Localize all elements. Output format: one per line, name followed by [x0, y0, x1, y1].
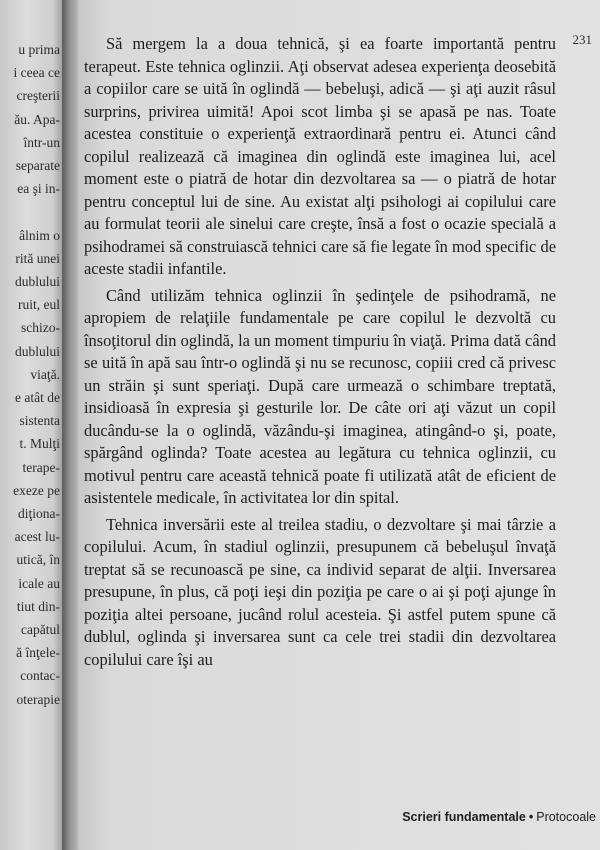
left-page-text: [0, 38, 66, 711]
left-page-line: sistenta: [19, 413, 60, 429]
left-page: [0, 0, 66, 850]
left-page-line: âlnim o: [19, 227, 60, 243]
paragraph-3: Tehnica inversării este al treilea stadiu, o dezvoltare şi mai târzie a copilului. Acum, în stadiul oglinzii, presupunem că bebeluşul învaţă treptat să se recunoască pe sine, ca individ separat de alţii. Inversarea presupune, în plus, că poţi ieşi din poziţia pe care o ai şi poţi ajunge în poziţia altei persoane, jucând rolul acesteia. Şi astfel putem spune că dublul, oglinda şi inversarea sunt ca cele trei stadii din dezvoltarea copilului care îşi au: [84, 514, 556, 669]
left-page-line: e atât de: [15, 390, 60, 406]
footer-separator: •: [528, 810, 534, 824]
left-page-line: ău. Apa-: [14, 111, 60, 127]
page-number: 231: [572, 32, 592, 47]
left-page-line: u prima: [18, 42, 60, 57]
left-page-line: rită unei: [15, 250, 60, 266]
left-page-line: t. Mulţi: [19, 436, 60, 452]
footer-book-title: Scrieri fundamentale: [402, 810, 526, 824]
body-text: [84, 33, 556, 675]
left-page-line: i ceea ce: [13, 65, 60, 81]
left-page-line: într-un: [23, 134, 60, 150]
left-page-line: dublului: [14, 343, 60, 359]
left-page-line: oterapie: [16, 691, 60, 707]
paragraph-1: Să mergem la a doua tehnică, şi ea foarte importantă pentru terapeut. Este tehnica oglinzii. Aţi observat adesea experienţa deosebită a copiilor care se uită în oglindă — bebeluşi, adică — şi aţi auzit râsul surprins, privirea uimită! Apoi scot limba şi se apasă pe nas. Toate acestea constituie o experienţă extraordinară pentru ei. Atunci când copilul realizează că imaginea din oglindă este imaginea lui, acel moment este o piatră de hotar din dezvoltarea sa — o piatră de hotar pentru conceptul lui de sine. Au existat alţi psihologi ai copilului care au formulat teorii ale sinelui care creşte, însă a fost o ocazie specială a psihodramei să construiască tehnici care să fie legate în mod specific de aceste stadii infantile.: [84, 34, 556, 278]
right-page: [78, 0, 600, 850]
left-page-line: tiut din-: [16, 598, 60, 614]
left-page-line: dublului: [14, 274, 60, 290]
left-page-line: viaţă.: [30, 366, 60, 382]
left-page-line: icale au: [18, 575, 60, 591]
running-footer: [402, 810, 596, 824]
left-page-line: separate: [15, 158, 60, 174]
left-page-line: [0, 200, 60, 223]
left-page-line: diţiona-: [18, 506, 60, 522]
left-page-line: acest lu-: [14, 529, 60, 545]
left-page-line: ea şi in-: [17, 181, 60, 197]
left-page-line: schizo-: [21, 320, 60, 336]
left-page-line: terape-: [22, 459, 60, 475]
footer-section: Protocoale: [536, 810, 596, 824]
left-page-line: ruit, eul: [18, 297, 60, 313]
left-page-line: utică, în: [16, 552, 60, 568]
left-page-line: contac-: [20, 668, 60, 684]
left-page-line: capătul: [21, 622, 60, 638]
left-page-line: exeze pe: [13, 482, 60, 498]
left-page-line: creşterii: [16, 88, 60, 104]
left-page-line: ă înţele-: [16, 645, 60, 661]
paragraph-2: Când utilizăm tehnica oglinzii în şedinţele de psihodramă, ne apropiem de relaţiile fundamentale pe care copilul le dezvoltă cu însoţitorul din oglindă, la un moment timpuriu în viaţă. Prima dată când se uită în apă sau într-o oglindă şi nu se recunosc, copiii cred că privesc un străin şi sunt speriaţi. După care urmează o schimbare treptată, insidioasă în expresia şi gesturile lor. De câte ori aţi văzut un copil ducându-se la o oglindă, văzându-şi imaginea, atingând-o şi, poate, spărgând oglinda? Toate acestea au legătura cu tehnica oglinzii, cu motivul pentru care această tehnică poate fi utilizată atât de eficient de asistentele medicale, în activitatea lor din spital.: [84, 285, 556, 507]
